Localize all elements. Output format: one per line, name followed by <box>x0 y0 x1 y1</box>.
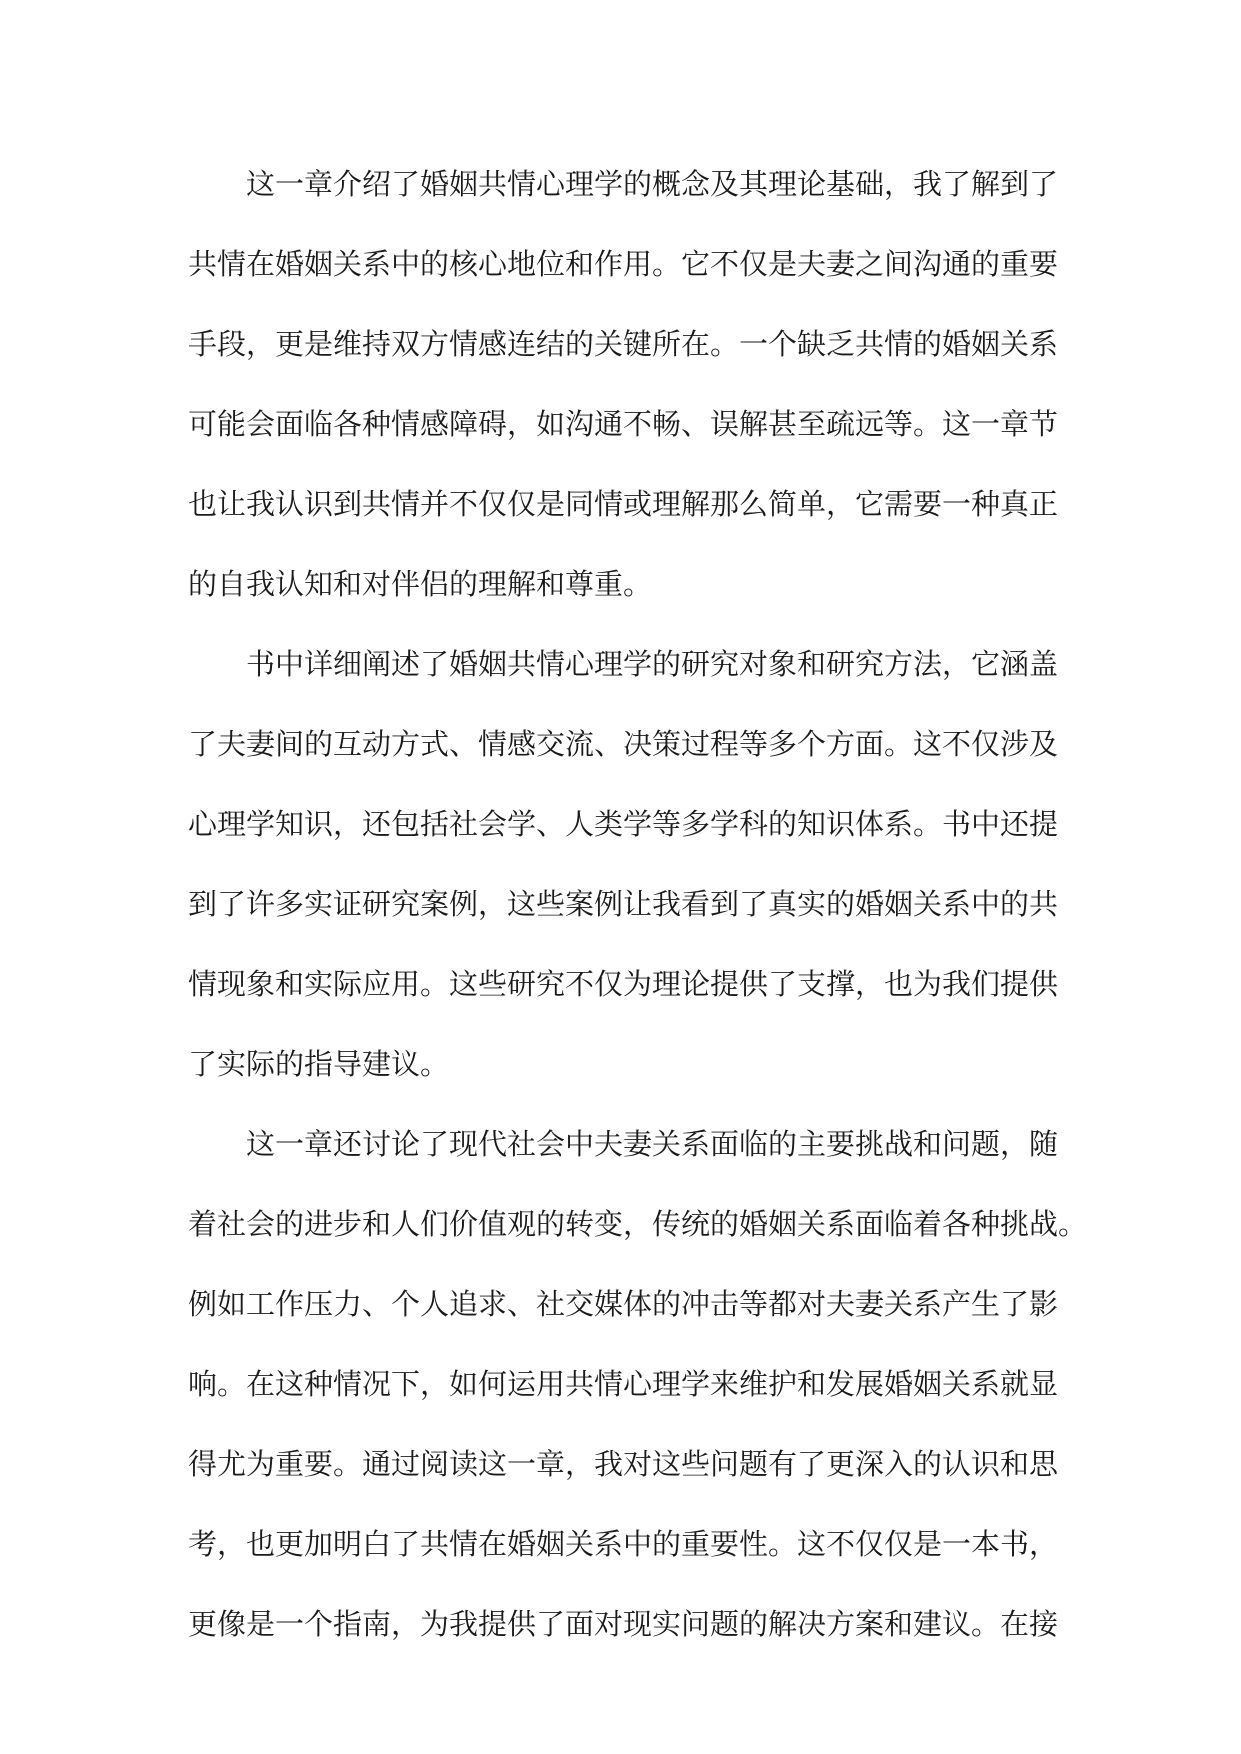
text-line: 考，也更加明白了共情在婚姻关系中的重要性。这不仅仅是一本书， <box>188 1527 1059 1561</box>
text-line: 这一章介绍了婚姻共情心理学的概念及其理论基础，我了解到了 <box>246 167 1059 201</box>
paragraph-3 <box>188 1104 1088 1664</box>
text-line: 这一章还讨论了现代社会中夫妻关系面临的主要挑战和问题，随 <box>246 1127 1059 1161</box>
text-line: 例如工作压力、个人追求、社交媒体的冲击等都对夫妻关系产生了影 <box>188 1287 1059 1321</box>
text-line: 着社会的进步和人们价值观的转变，传统的婚姻关系面临着各种挑战。 <box>188 1207 1088 1241</box>
text-line: 到了许多实证研究案例，这些案例让我看到了真实的婚姻关系中的共 <box>188 887 1059 921</box>
paragraph-2 <box>188 624 1058 1104</box>
text-line: 共情在婚姻关系中的核心地位和作用。它不仅是夫妻之间沟通的重要 <box>188 247 1059 281</box>
text-line: 也让我认识到共情并不仅仅是同情或理解那么简单，它需要一种真正 <box>188 487 1059 521</box>
text-line: 了夫妻间的互动方式、情感交流、决策过程等多个方面。这不仅涉及 <box>188 727 1059 761</box>
text-line: 更像是一个指南，为我提供了面对现实问题的解决方案和建议。在接 <box>188 1607 1059 1641</box>
text-line: 可能会面临各种情感障碍，如沟通不畅、误解甚至疏远等。这一章节 <box>188 407 1059 441</box>
text-line: 书中详细阐述了婚姻共情心理学的研究对象和研究方法，它涵盖 <box>246 647 1059 681</box>
text-line: 得尤为重要。通过阅读这一章，我对这些问题有了更深入的认识和思 <box>188 1447 1059 1481</box>
text-line: 响。在这种情况下，如何运用共情心理学来维护和发展婚姻关系就显 <box>188 1367 1059 1401</box>
paragraph-1 <box>188 144 1058 624</box>
text-line: 的自我认知和对伴侣的理解和尊重。 <box>188 567 653 601</box>
body-text <box>188 144 1088 1664</box>
text-line: 手段，更是维持双方情感连结的关键所在。一个缺乏共情的婚姻关系 <box>188 327 1059 361</box>
text-line: 情现象和实际应用。这些研究不仅为理论提供了支撑，也为我们提供 <box>188 967 1059 1001</box>
text-line: 了实际的指导建议。 <box>188 1047 450 1081</box>
text-line: 心理学知识，还包括社会学、人类学等多学科的知识体系。书中还提 <box>188 807 1059 841</box>
